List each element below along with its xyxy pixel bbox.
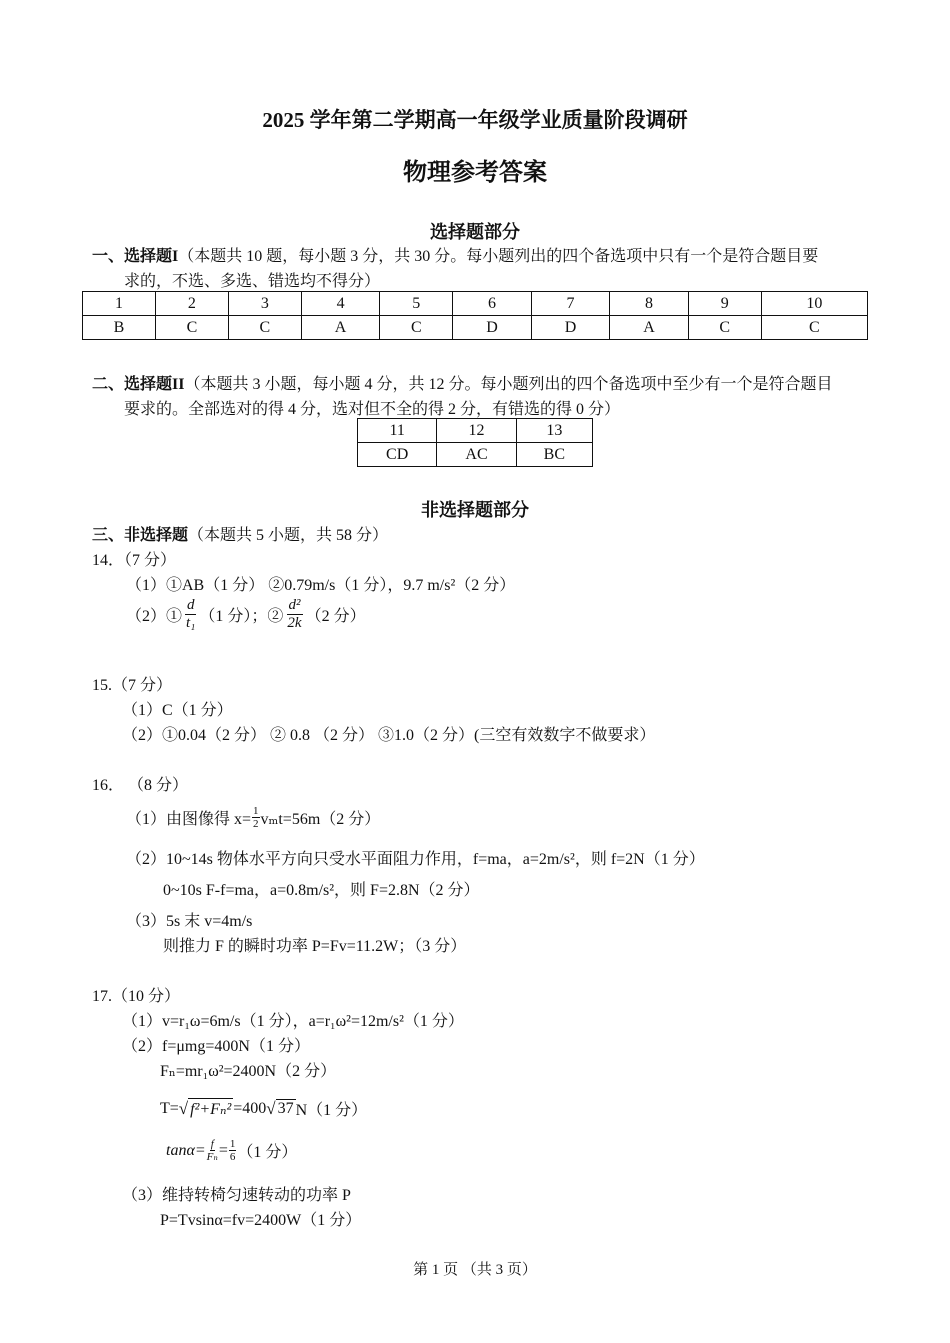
part2-label: 二、选择题II (92, 376, 185, 393)
q15-line1: （1）C（1 分） (122, 702, 233, 719)
q17-fraction-2 (229, 1138, 237, 1163)
table-cell: 10 (761, 292, 867, 316)
table-cell: CD (358, 443, 437, 467)
q16-line2: （2）10~14s 物体水平方向只受水平面阻力作用，f=ma，a=2m/s²，则 f=2N（1 分） (126, 851, 705, 868)
page-footer: 第 1 页 （共 3 页） (413, 1262, 537, 1278)
fraction-numerator: d² (288, 597, 301, 613)
q17-line5-eq: = (218, 1141, 228, 1159)
choice-section-heading: 选择题部分 (430, 222, 520, 242)
table-cell: 13 (516, 419, 592, 443)
fraction-denominator: Fₙ (206, 1151, 218, 1163)
table-cell: C (228, 316, 301, 340)
sqrt-symbol: √ (266, 1098, 276, 1118)
q17-line4-prefix: T= (160, 1099, 179, 1117)
table-cell: C (761, 316, 867, 340)
part1-desc-line1: （本题共 10 题，每小题 3 分，共 30 分。每小题列出的四个备选项中只有一个是符合题目要 (178, 248, 819, 265)
part1-instructions (92, 243, 818, 266)
part1-desc-line2: 求的，不选、多选、错选均不得分） (124, 273, 381, 290)
q16-line1-suffix: vₘt=56m（2 分） (260, 811, 381, 828)
fraction-numerator: 1 (229, 1138, 236, 1150)
table-cell: 11 (358, 419, 437, 443)
q17-line1: （1）v=r₁ω=6m/s（1 分），a=r₁ω²=12m/s²（1 分） (122, 1013, 464, 1030)
nonchoice-section-heading: 非选择题部分 (421, 500, 529, 520)
table-cell: 6 (453, 292, 532, 316)
table-cell: BC (516, 443, 592, 467)
part3-instructions (92, 522, 388, 545)
q14-line2-prefix: （2）① (126, 608, 183, 625)
table-cell: 5 (380, 292, 453, 316)
part1-answer-row (83, 316, 868, 340)
q16-line3: 0~10s F-f=ma，a=0.8m/s²，则 F=2.8N（2 分） (163, 882, 480, 899)
fraction-numerator: 1 (253, 805, 259, 817)
part1-answer-table (82, 291, 868, 340)
table-cell: AC (437, 443, 516, 467)
q17-line5-prefix: tanα= (166, 1141, 206, 1159)
fraction-denominator: t₁ (186, 615, 196, 631)
q14-fraction-1 (184, 597, 197, 632)
table-cell: D (531, 316, 610, 340)
q14-header: 14．（7 分） (92, 552, 177, 569)
table-cell: 9 (688, 292, 761, 316)
q14-line2-mid: （1 分）；② (199, 608, 284, 625)
table-cell: C (688, 316, 761, 340)
fraction-numerator: d (186, 597, 195, 613)
table-cell: 7 (531, 292, 610, 316)
table-cell: B (83, 316, 156, 340)
table-cell: 1 (83, 292, 156, 316)
q15-header: 15.（7 分） (92, 677, 173, 694)
q17-header: 17.（10 分） (92, 988, 181, 1005)
part3-desc: （本题共 5 小题，共 58 分） (188, 527, 389, 544)
table-cell: D (453, 316, 532, 340)
q17-line4 (160, 1097, 367, 1120)
part1-label: 一、选择题I (92, 248, 179, 265)
fraction-denominator: 2k (287, 615, 302, 631)
q17-line4-mid: =400 (233, 1099, 267, 1117)
sqrt-symbol: √ (178, 1098, 189, 1118)
table-cell: 4 (301, 292, 380, 316)
table-cell: A (301, 316, 380, 340)
q14-line1: （1）①AB（1 分） ②0.79m/s（1 分），9.7 m/s²（2 分） (126, 577, 516, 594)
q17-line2: （2）f=μmg=400N（1 分） (122, 1038, 310, 1055)
table-cell: A (610, 316, 689, 340)
part2-instructions (92, 371, 832, 394)
q17-sqrt-2: 37 (277, 1100, 294, 1117)
q17-line6: （3）维持转椅匀速转动的功率 P (122, 1187, 351, 1204)
part2-desc-line2: 要求的。全部选对的得 4 分，选对但不全的得 2 分，有错选的得 0 分） (124, 401, 621, 418)
q17-line3: Fₙ=mr₁ω²=2400N（2 分） (160, 1063, 337, 1080)
table-cell: C (155, 316, 228, 340)
table-cell: C (380, 316, 453, 340)
part2-number-row (358, 419, 593, 443)
part1-number-row (83, 292, 868, 316)
q17-line5 (166, 1138, 297, 1163)
q14-line2-suffix: （2 分） (305, 608, 366, 625)
document-subtitle: 物理参考答案 (403, 160, 547, 186)
part2-desc-line1: （本题共 3 小题，每小题 4 分，共 12 分。每小题列出的四个备选项中至少有一个是符合题目 (184, 376, 833, 393)
q16-line4: （3）5s 末 v=4m/s (126, 913, 253, 930)
table-cell: 3 (228, 292, 301, 316)
fraction-denominator: 6 (229, 1151, 236, 1163)
q16-line5: 则推力 F 的瞬时功率 P=Fv=11.2W；（3 分） (163, 938, 467, 955)
part3-label: 三、非选择题 (92, 527, 189, 544)
table-cell: 8 (610, 292, 689, 316)
q17-line7: P=Tvsinα=fv=2400W（1 分） (160, 1212, 362, 1229)
table-cell: 2 (155, 292, 228, 316)
q17-fraction-1 (207, 1138, 218, 1163)
q16-header: 16． （8 分） (92, 777, 189, 794)
q14-line2 (126, 597, 366, 632)
part2-answer-row (358, 443, 593, 467)
q15-line2: （2）①0.04（2 分） ② 0.8 （2 分） ③1.0（2 分）(三空有效数字不做要求） (122, 727, 656, 744)
table-cell: 12 (437, 419, 516, 443)
q16-fraction (252, 805, 260, 830)
q14-fraction-2 (285, 597, 303, 632)
part2-answer-table (357, 418, 593, 467)
q17-line4-suffix: N（1 分） (295, 1102, 368, 1119)
q17-sqrt-1: f²+Fₙ² (188, 1098, 233, 1119)
fraction-numerator: f (210, 1138, 214, 1150)
fraction-denominator: 2 (253, 818, 259, 830)
document-title: 2025 学年第二学期高一年级学业质量阶段调研 (262, 108, 688, 132)
q16-line1 (126, 805, 380, 830)
q17-line5-suffix: （1 分） (237, 1144, 298, 1161)
q16-line1-prefix: （1）由图像得 x= (126, 811, 252, 828)
